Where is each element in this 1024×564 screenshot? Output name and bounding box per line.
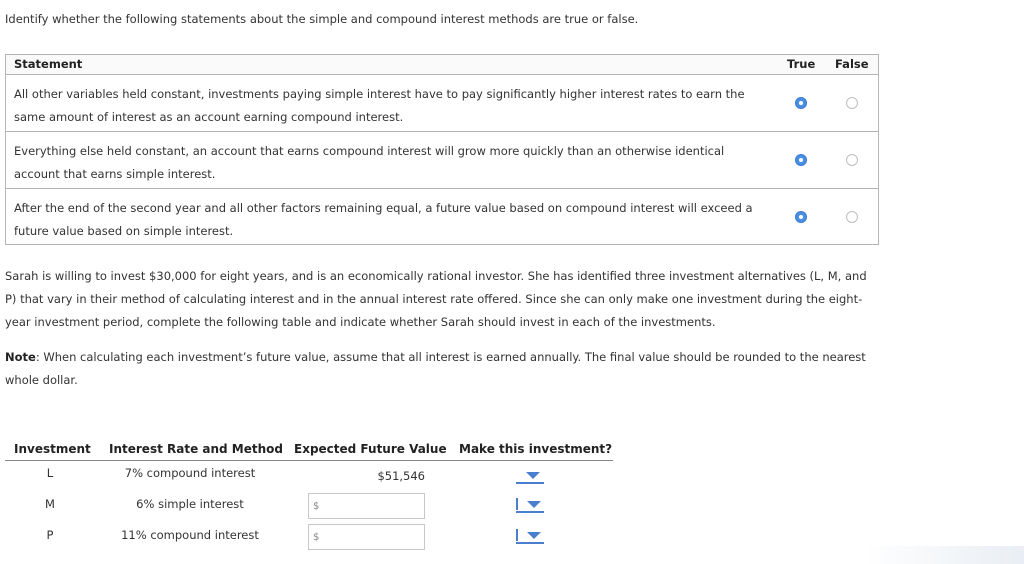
false-radio[interactable] (846, 211, 858, 223)
rate-method-text: 11% compound interest (121, 528, 259, 542)
note-body: : When calculating each investment’s future value, assume that all interest is earned annually. The final value should be rounded to the nearest whole dollar. (5, 350, 866, 387)
future-value-text: $51,546 (377, 469, 425, 483)
rate-method-text: 6% simple interest (136, 497, 244, 511)
true-header: True (787, 57, 816, 71)
note-label: Note (5, 350, 36, 364)
make-investment-header: Make this investment? (459, 442, 613, 456)
instruction-text: Identify whether the following statements about the simple and compound interest methods are true or false. (5, 12, 639, 26)
dollar-prefix: $ (313, 532, 320, 543)
dollar-prefix: $ (313, 501, 320, 512)
tf-row (6, 189, 878, 244)
make-investment-dropdown[interactable] (516, 469, 544, 483)
tf-row (6, 75, 878, 132)
statement-header: Statement (14, 57, 83, 71)
true-radio[interactable] (795, 211, 807, 223)
scenario-text: Sarah is willing to invest $30,000 for eight years, and is an economically rational investor. She has identified three investment alternatives (L, M, and P) that vary in their method of calculating interest and in the annual interest rate offered. Since she can only make one investment during the eight-year investment period, complete the following table and indicate whether Sarah should invest in each of the investments. (5, 269, 867, 329)
make-investment-dropdown[interactable] (516, 529, 544, 543)
tf-table-header (6, 55, 878, 75)
chevron-down-icon (527, 532, 541, 539)
chevron-down-icon (527, 501, 541, 508)
rate-method-text: 7% compound interest (124, 466, 256, 480)
future-value-input[interactable] (308, 524, 425, 550)
tf-row (6, 132, 878, 189)
investment-label: M (45, 497, 55, 511)
false-radio[interactable] (846, 97, 858, 109)
investment-label: L (46, 466, 54, 480)
investment-label: P (46, 528, 54, 542)
rate-method-header: Interest Rate and Method (109, 442, 283, 456)
true-radio[interactable] (795, 154, 807, 166)
true-false-table (5, 54, 879, 245)
make-investment-dropdown[interactable] (516, 498, 544, 512)
investment-header: Investment (14, 442, 91, 456)
note-text (5, 346, 875, 392)
statement-text: After the end of the second year and all other factors remaining equal, a future value based on compound interest will exceed a future value based on simple interest. (14, 201, 753, 238)
future-value-header: Expected Future Value (294, 442, 447, 456)
false-header: False (835, 57, 869, 71)
future-value-input[interactable] (308, 493, 425, 519)
statement-text: Everything else held constant, an account that earns compound interest will grow more quickly than an otherwise identical account that earns simple interest. (14, 144, 725, 181)
table-divider (5, 460, 613, 461)
statement-text: All other variables held constant, investments paying simple interest have to pay significantly higher interest rates to earn the same amount of interest as an account earning compound interest. (14, 87, 745, 124)
false-radio[interactable] (846, 154, 858, 166)
true-radio[interactable] (795, 97, 807, 109)
chevron-down-icon (526, 472, 540, 479)
